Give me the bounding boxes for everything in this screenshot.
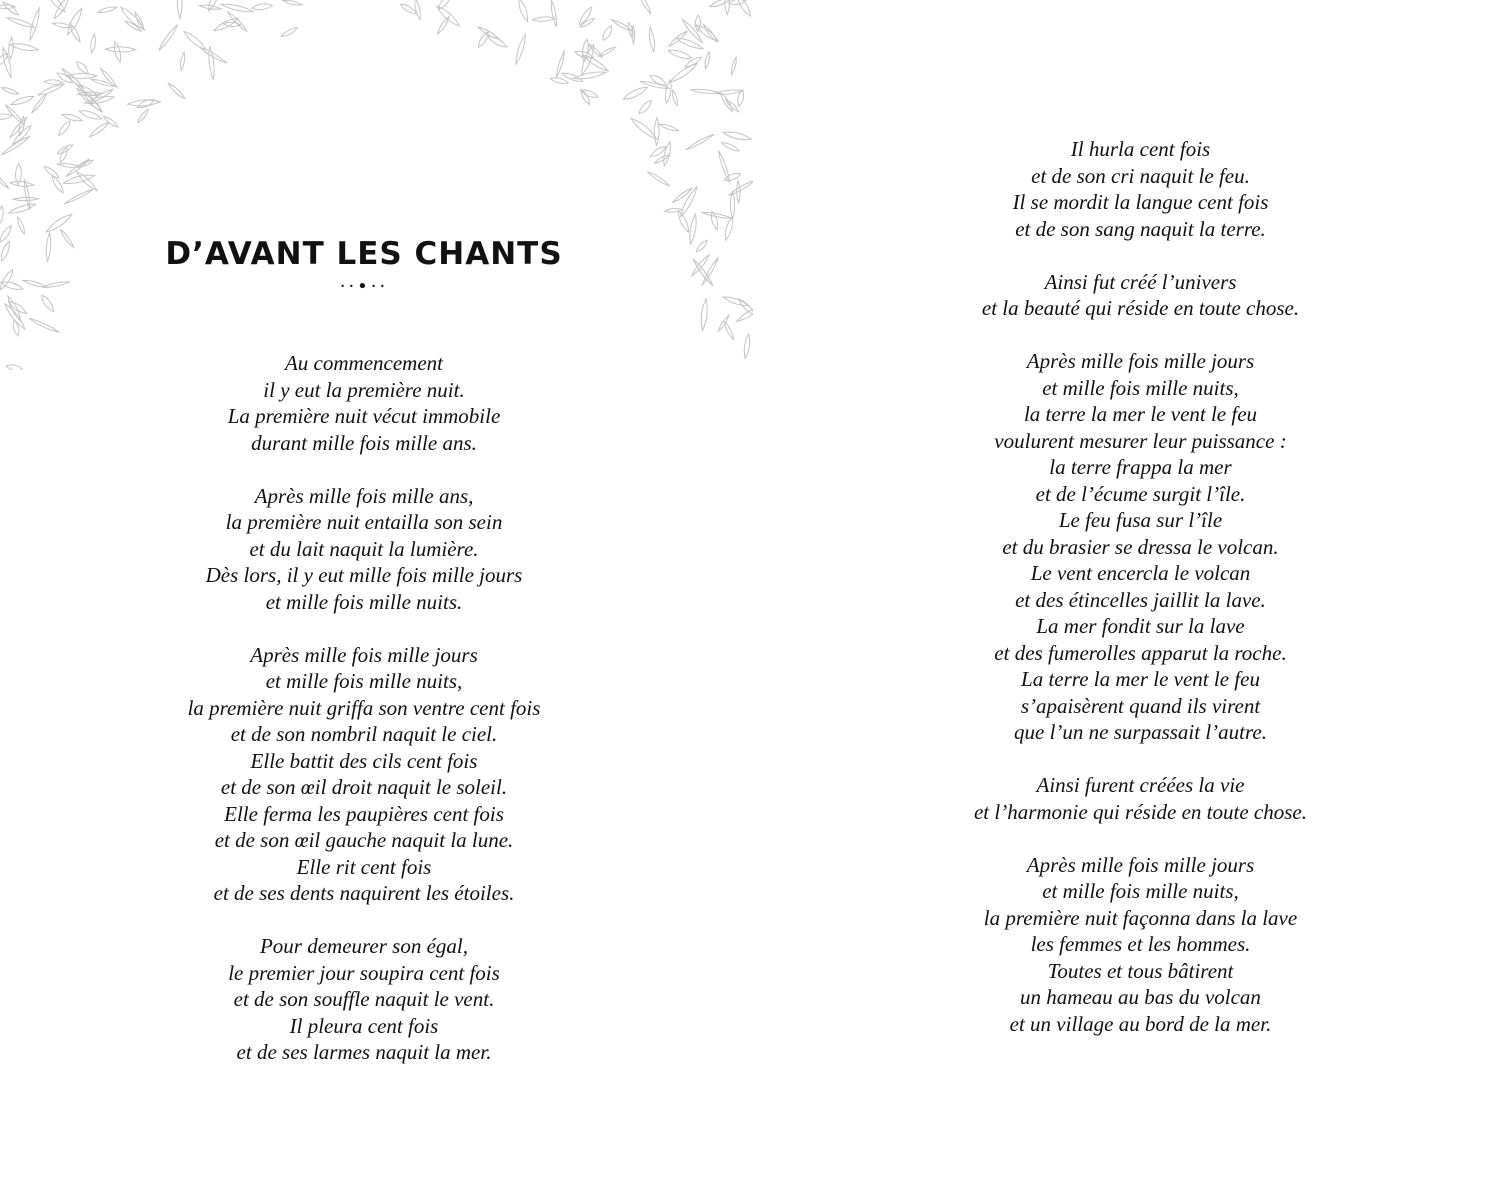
poem-line: il y eut la première nuit.: [263, 377, 465, 402]
poem-line: et de son œil droit naquit le soleil.: [220, 775, 508, 799]
poem-line: et de ses dents naquirent les étoiles.: [213, 881, 515, 905]
leaf-icon: [220, 2, 253, 14]
poem-line: Il se mordit la langue cent fois: [1012, 190, 1269, 214]
poem-line: La terre la mer le vent le feu: [1021, 667, 1260, 691]
leaf-icon: [717, 150, 731, 183]
poem-line: et de ses larmes naquit la mer.: [236, 1040, 492, 1064]
leaf-icon: [671, 90, 679, 107]
leaf-icon: [90, 34, 97, 54]
leaf-icon: [646, 170, 670, 187]
title-ornament: ··•··: [339, 276, 389, 297]
leaf-icon: [0, 113, 12, 121]
leaf-icon: [43, 165, 61, 180]
leaf-icon: [648, 27, 656, 52]
poem-line: la terre la mer le vent le feu: [1023, 402, 1258, 426]
leaf-icon: [743, 333, 751, 359]
leaf-icon: [44, 79, 63, 85]
poem-line: et la beauté qui réside en toute chose.: [981, 296, 1300, 320]
leaf-icon: [637, 99, 653, 116]
leaf-icon: [127, 99, 160, 107]
leaf-icon: [226, 10, 249, 33]
leaf-icon: [667, 48, 692, 61]
poem-line: et mille fois mille nuits,: [265, 669, 463, 693]
poem-line: et un village au bord de la mer.: [1009, 1011, 1272, 1036]
leaf-icon: [1, 86, 19, 96]
poem-line: et de son œil gauche naquit la lune.: [214, 828, 514, 852]
leaf-icon: [514, 34, 528, 65]
left-page: [0, 0, 753, 1200]
leaf-icon: [61, 112, 83, 123]
leaf-icon: [555, 50, 566, 79]
poem-line: Après mille fois mille jours: [250, 642, 478, 667]
chapter-title: D’AVANT LES CHANTS: [165, 236, 563, 272]
leaf-icon: [16, 216, 26, 235]
poem-line: et de l’écume surgit l’île.: [1035, 481, 1246, 506]
right-poem: [753, 136, 1507, 1064]
leaf-icon: [177, 0, 182, 18]
leaf-icon: [97, 6, 117, 15]
poem-line: Il pleura cent fois: [289, 1013, 439, 1038]
leaf-icon: [57, 162, 80, 168]
stanza: [0, 483, 728, 616]
poem-line: s’apaisèrent quand ils virent: [1020, 693, 1261, 718]
leaf-icon: [684, 55, 703, 69]
leaf-icon: [30, 93, 48, 114]
leaf-icon: [8, 202, 37, 216]
leaf-icon: [550, 0, 558, 27]
leaf-icon: [213, 16, 240, 33]
poem-line: Au commencement: [284, 351, 443, 375]
leaf-icon: [668, 62, 698, 85]
leaf-icon: [167, 82, 186, 100]
leaf-icon: [45, 212, 74, 235]
stanza: [753, 348, 1507, 746]
leaf-icon: [6, 16, 35, 30]
poem-line: un hameau au bas du volcan: [1020, 985, 1261, 1009]
leaf-icon: [28, 317, 60, 334]
leaf-icon: [198, 46, 227, 65]
leaf-icon: [561, 71, 584, 84]
leaf-icon: [436, 0, 453, 11]
leaf-icon: [598, 46, 616, 58]
leaf-icon: [532, 16, 555, 22]
poem-line: Après mille fois mille jours: [1026, 349, 1255, 373]
poem-line: Il hurla cent fois: [1070, 137, 1211, 161]
poem-line: la terre frappa la mer: [1049, 455, 1232, 479]
leaf-icon: [611, 18, 633, 32]
leaf-icon: [12, 197, 39, 201]
stanza: [753, 772, 1507, 825]
poem-line: Ainsi furent créées la vie: [1036, 773, 1245, 797]
leaf-icon: [8, 37, 14, 59]
leaf-icon: [38, 82, 65, 96]
poem-line: durant mille fois mille ans.: [251, 430, 477, 455]
leaf-icon: [251, 3, 272, 11]
poem-line: et mille fois mille nuits,: [1042, 879, 1239, 903]
leaf-icon: [622, 85, 649, 102]
poem-line: et l’harmonie qui réside en toute chose.: [973, 799, 1307, 824]
poem-line: La première nuit vécut immobile: [227, 404, 501, 428]
leaf-icon: [601, 25, 614, 42]
leaf-pattern-decoration: [0, 0, 753, 370]
stanza: [753, 852, 1507, 1038]
leaf-icon: [659, 123, 680, 133]
leaf-icon: [730, 191, 734, 219]
poem-line: Elle ferma les paupières cent fois: [224, 801, 504, 826]
leaf-icon: [136, 97, 155, 110]
poem-line: Après mille fois mille jours: [1026, 852, 1255, 877]
leaf-icon: [685, 133, 715, 152]
poem-line: voulurent mesurer leur puissance :: [994, 428, 1287, 453]
leaf-icon: [704, 51, 711, 69]
leaf-icon: [550, 76, 569, 85]
leaf-icon: [476, 31, 490, 49]
poem-line: Elle battit des cils cent fois: [250, 748, 478, 773]
leaf-icon: [179, 52, 185, 71]
stanza: [0, 933, 728, 1066]
right-page: [753, 0, 1507, 1200]
poem-line: Le vent encercla le volcan: [1030, 561, 1251, 585]
poem-line: Toutes et tous bâtirent: [1047, 958, 1234, 983]
poem-line: le premier jour soupira cent fois: [228, 960, 500, 985]
leaf-icon: [735, 0, 753, 18]
poem-line: Pour demeurer son égal,: [259, 934, 469, 958]
leaf-icon: [99, 67, 118, 88]
leaf-icon: [413, 0, 422, 20]
leaf-icon: [136, 108, 149, 124]
leaf-icon: [3, 302, 27, 331]
leaf-icon: [58, 147, 69, 164]
leaf-icon: [0, 135, 30, 157]
poem-line: et mille fois mille nuits.: [265, 589, 463, 614]
stanza: [753, 136, 1507, 242]
leaf-icon: [721, 141, 740, 153]
leaf-icon: [702, 23, 718, 43]
poem-line: et de son souffle naquit le vent.: [233, 987, 495, 1011]
poem-line: Dès lors, il y eut mille fois mille jours: [205, 563, 523, 587]
leaf-icon: [88, 121, 110, 139]
poem-line: et de son sang naquit la terre.: [1015, 216, 1266, 241]
leaf-icon: [577, 6, 593, 27]
leaf-icon: [717, 315, 730, 333]
poem-line: et du brasier se dressa le volcan.: [1002, 534, 1279, 559]
leaf-icon: [679, 186, 699, 218]
left-poem: [0, 350, 728, 1092]
poem-line: la première nuit entailla son sein: [225, 510, 503, 534]
poem-line: les femmes et les hommes.: [1030, 932, 1251, 956]
poem-line: et de son nombril naquit le ciel.: [230, 722, 498, 746]
leaf-icon: [695, 23, 720, 44]
stanza: [0, 642, 728, 907]
leaf-icon: [668, 30, 688, 48]
leaf-icon: [282, 0, 302, 6]
leaf-icon: [0, 205, 4, 224]
leaf-icon: [157, 24, 179, 52]
leaf-icon: [649, 73, 668, 87]
leaf-icon: [722, 130, 752, 142]
leaf-icon: [695, 15, 701, 32]
leaf-icon: [105, 47, 136, 53]
poem-line: et de son cri naquit le feu.: [1031, 163, 1250, 188]
poem-line: Le feu fusa sur l’île: [1058, 508, 1223, 532]
poem-line: et des étincelles jaillit la lave.: [1015, 587, 1266, 612]
leaf-icon: [11, 124, 33, 146]
poem-line: la première nuit façonna dans la lave: [983, 905, 1298, 930]
poem-line: et des fumerolles apparut la roche.: [994, 640, 1287, 665]
poem-line: La mer fondit sur la lave: [1036, 614, 1245, 638]
leaf-icon: [57, 119, 72, 137]
leaf-icon: [436, 16, 451, 35]
poem-line: que l’un ne surpassait l’autre.: [1014, 720, 1267, 744]
leaf-icon: [10, 94, 34, 107]
stanza: [0, 350, 728, 456]
leaf-icon: [709, 0, 732, 9]
leaf-icon: [635, 0, 653, 15]
stanza: [753, 269, 1507, 322]
poem-line: la première nuit griffa son ventre cent fois: [187, 695, 541, 720]
poem-line: Ainsi fut créé l’univers: [1044, 269, 1237, 294]
poem-line: Après mille fois mille ans,: [254, 483, 474, 508]
leaf-icon: [75, 170, 99, 192]
leaf-icon: [63, 188, 94, 205]
poem-line: Elle rit cent fois: [296, 854, 432, 879]
leaf-icon: [10, 180, 34, 187]
leaf-icon: [0, 171, 10, 190]
leaf-icon: [730, 57, 738, 75]
leaf-icon: [280, 26, 298, 38]
poem-line: et mille fois mille nuits,: [1042, 375, 1239, 400]
leaf-icon: [573, 70, 607, 81]
leaf-icon: [67, 74, 97, 79]
leaf-icon: [65, 7, 84, 36]
leaf-icon: [654, 117, 659, 145]
poem-line: et du lait naquit la lumière.: [249, 536, 479, 561]
leaf-icon: [516, 0, 530, 22]
leaf-icon: [700, 298, 709, 330]
leaf-icon: [723, 321, 735, 340]
leaf-icon: [662, 141, 673, 166]
